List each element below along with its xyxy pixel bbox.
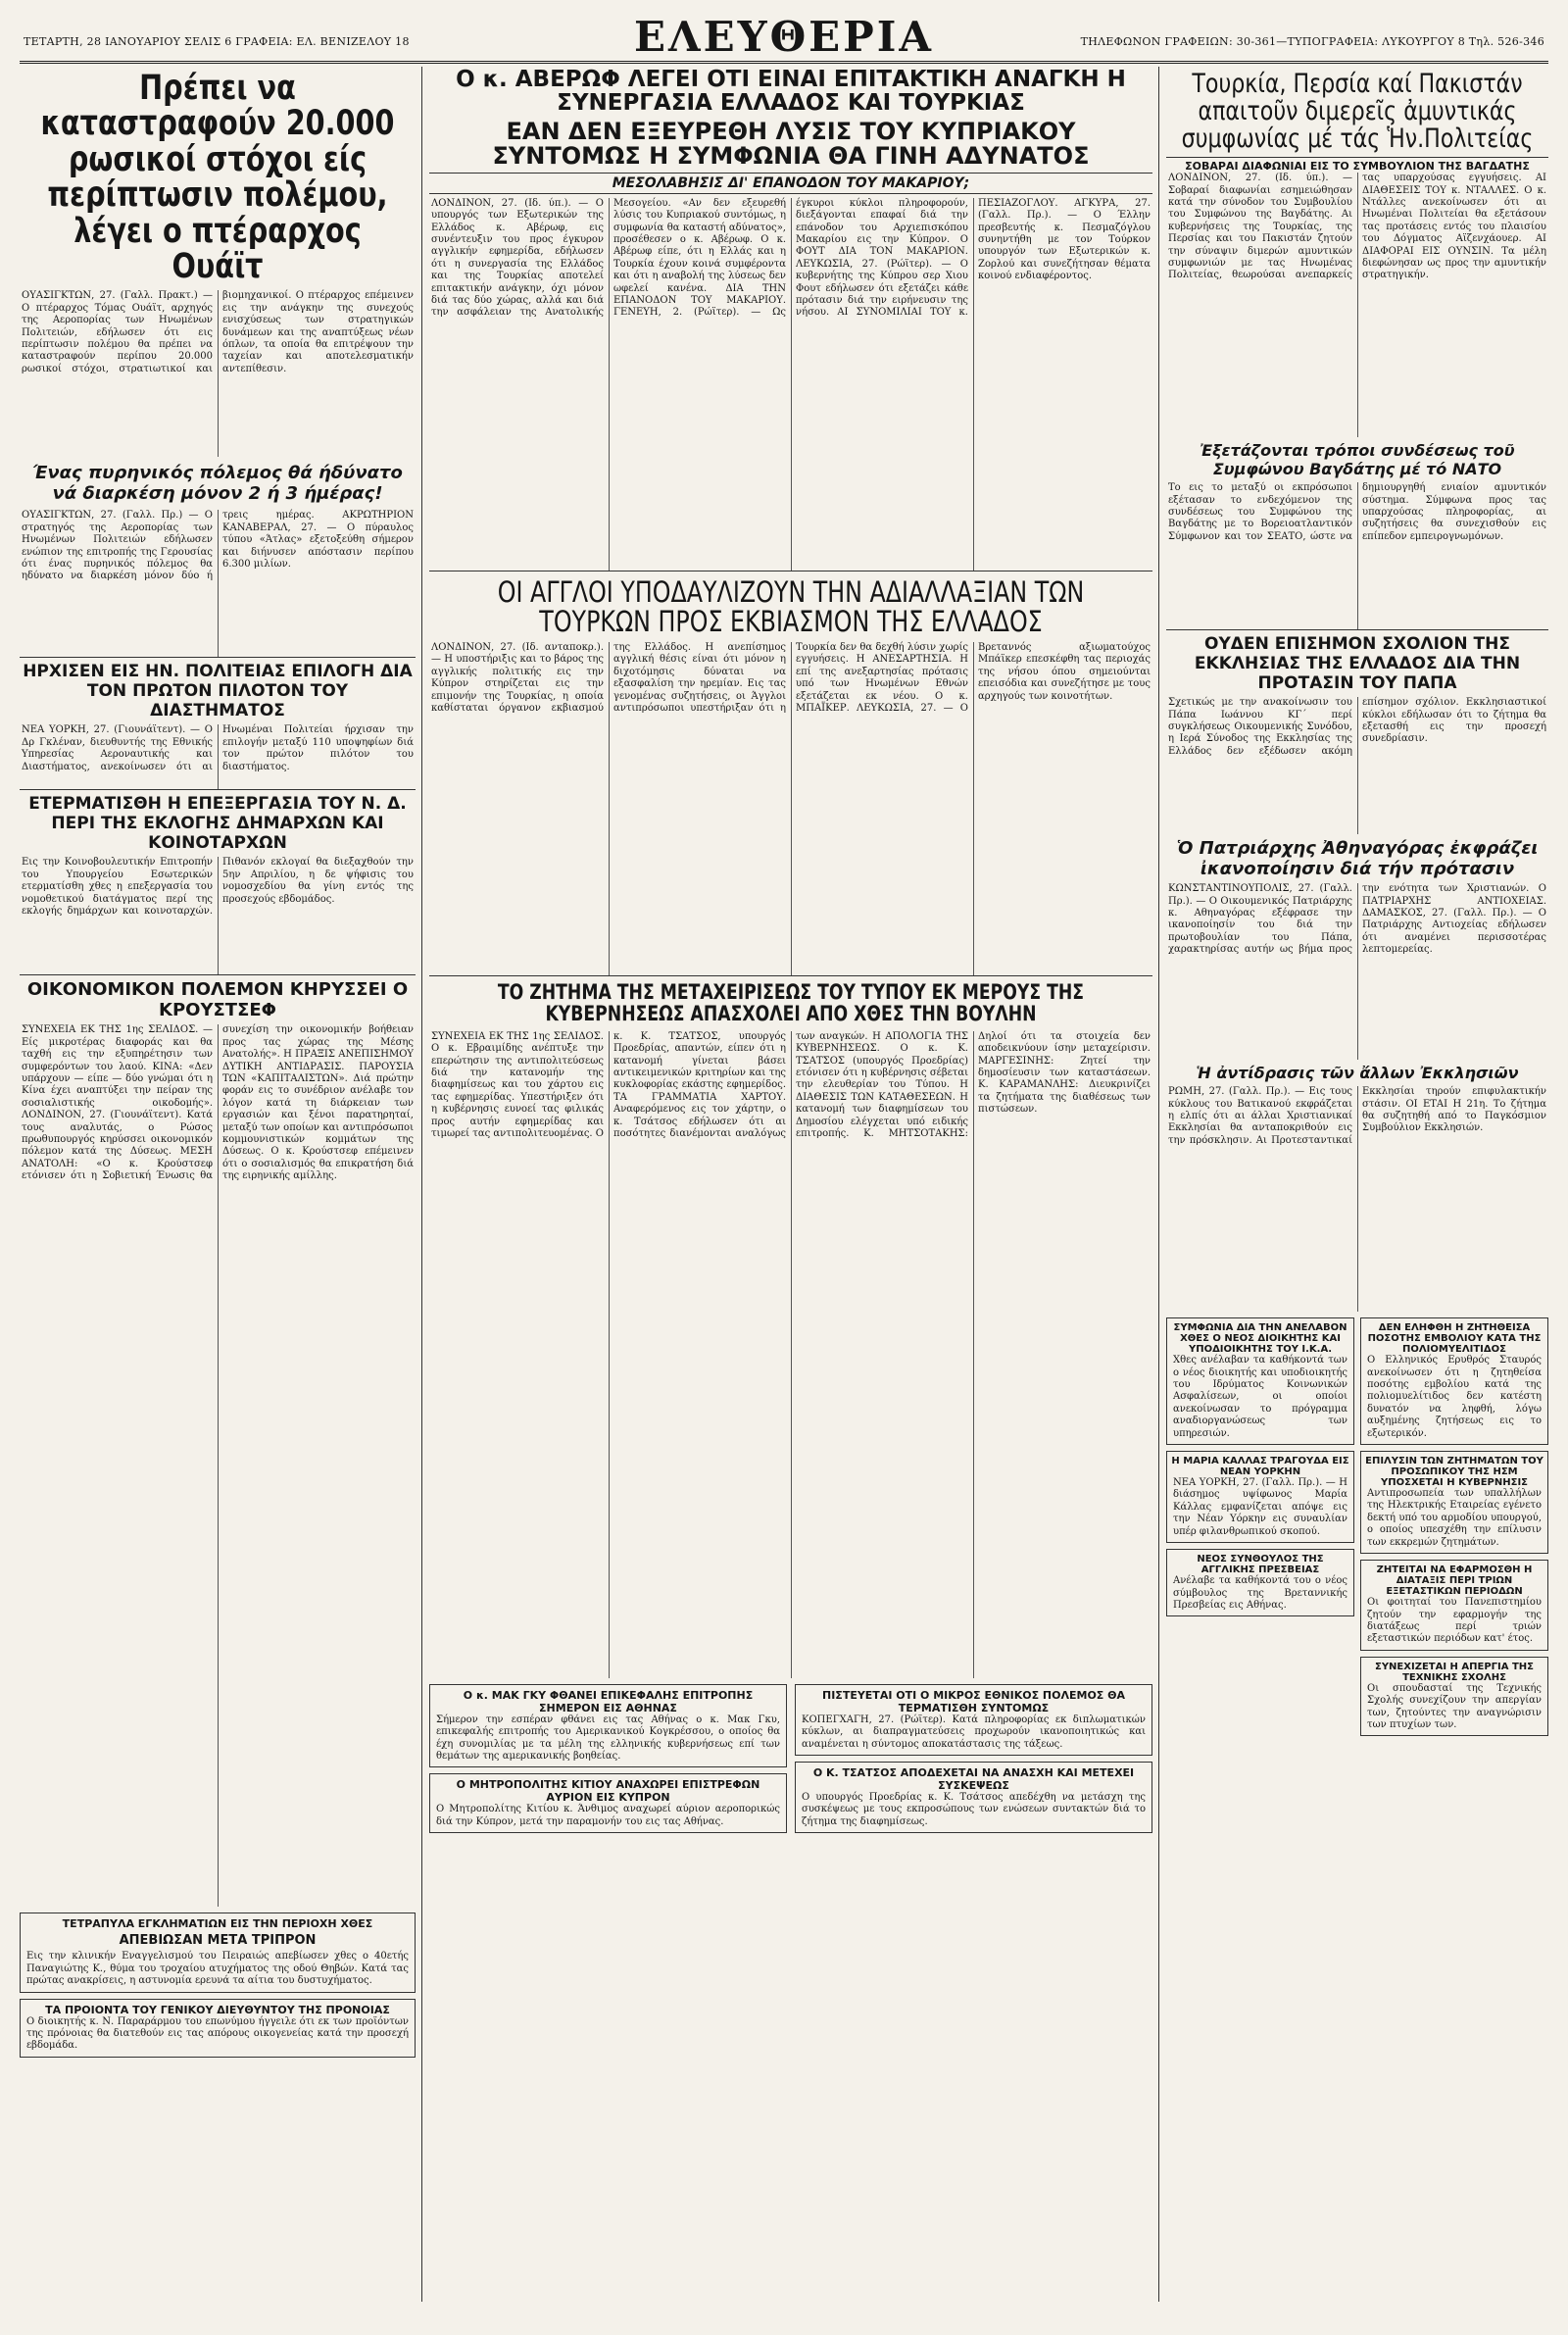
left-article-4: Εις την Κοινοβουλευτικήν Επιτροπήν του Υπουργείου Εσωτερικών ετερματίσθη χθες η επεξεργασία του νομοθετικού διατάγματος περί της εκλογής δημάρχων και κοινοταρχών. Πιθανόν εκλογαί θα διεξαχθούν την 5ην Απριλίου, η δε ψήφισις του νομοσχεδίου θα γίνη εντός της προσεχούς εβδομάδος. xyxy=(22,857,414,917)
newspaper-page xyxy=(20,14,1548,2308)
center-banner-2: ΕΑΝ ΔΕΝ ΕΞΕΥΡΕΘΗ ΛΥΣΙΣ ΤΟΥ ΚΥΠΡΙΑΚΟΥ ΣΥΝΤΟΜΩΣ Η ΣΥΜΦΩΝΙΑ ΘΑ ΓΙΝΗ ΑΔΥΝΑΤΟΣ xyxy=(492,117,1090,170)
right-article-2: Το εις το μεταξύ οι εκπρόσωποι εξέτασαν το ενδεχόμενον της συνδέσεως του Συμφώνου της Βαγδάτης με το Βορειοατλαντικόν Σύμφωνον και τον ΣΕΑΤΟ, ώστε να δημιουργηθή ενιαίον αμυντικόν σύστημα. Σύμφωνα προς τας υπαρχούσας πληροφορίας, αι συζητήσεις θα συνεχισθούν εις επίπεδον εμπειρογνωμόνων. xyxy=(1168,482,1546,542)
left-box-1-subtitle: ΑΠΕΒΙΩΣΑΝ ΜΕΤΑ ΤΡΙΠΡΟΝ xyxy=(119,1933,317,1949)
center-box-2 xyxy=(795,1684,1152,1756)
center-box-4-title: Ο ΜΗΤΡΟΠΟΛΙΤΗΣ ΚΙΤΙΟΥ ΑΝΑΧΩΡΕΙ ΕΠΙΣΤΡΕΦΩΝ ΑΥΡΙΟΝ ΕΙΣ ΚΥΠΡΟΝ xyxy=(456,1778,760,1805)
right-subhead-4: Ὁ Πατριάρχης Ἀθηναγόρας ἐκφράζει ἰκανοποίησιν διά τήν πρότασιν xyxy=(1176,838,1539,880)
left-article-5: ΣΥΝΕΧΕΙΑ ΕΚ ΤΗΣ 1ης ΣΕΛΙΔΟΣ. — Είς μικροτέρας διαφοράς και θα ταχθή εις την εξυπηρέτησιν των συμφερόντων του λαού. ΚΙΝΑ: «Δεν υπάρχουν — είπε — δύο γνώμαι ότι η Κίνα έχει αναπτύξει την πείραν της σοσιαλιστικής οικοδομής». ΛΟΝΔΙΝΟΝ, 27. (Γιουνάϊτεντ). Κατά τους αναλυτάς, ο Ρώσος πρωθυπουργός κηρύσσει οικονομικόν πόλεμον κατά της Δύσεως. ΜΕΣΗ ΑΝΑΤΟΛΗ: «Ο κ. Κρούστσεφ ετόνισεν ότι η Σοβιετική Ένωσις θα συνεχίση την οικονομικήν βοήθειαν προς τας χώρας της Μέσης Ανατολής». Η ΠΡΑΞΙΣ ΑΝΕΠΙΣΗΜΟΥ ΔΥΤΙΚΗ ΑΝΤΙΔΡΑΣΙΣ. ΠΑΡΟΥΣΙΑ ΤΩΝ «ΚΑΠΙΤΑΛΙΣΤΩΝ». Διά πρώτην φοράν εις το συνέδριον ανέλαβε τον λόγον κατά τη διάρκειαν των εργασιών και ξένοι παρατηρηταί, μεταξύ των οποίων και αντιπρόσωποι κομμουνιστικών κομμάτων της Δύσεως. Ο κ. Κρούστσεφ επέμεινεν ότι ο σοσιαλισμός θα επικρατήση διά της ειρηνικής αμίλλης. xyxy=(22,1024,414,1182)
right-box-1 xyxy=(1166,1317,1354,1445)
right-box-3-body: Αντιπροσωπεία των υπαλλήλων της Ηλεκτρικής Εταιρείας εγένετο δεκτή υπό του αρμοδίου υπουργού, ο οποίος υπεσχέθη την επίλυσιν των εκκρεμών ζητημάτων. xyxy=(1367,1488,1542,1548)
right-box-2-title: ΔΕΝ ΕΛΗΦΘΗ Η ΖΗΤΗΘΕΙΣΑ ΠΟΣΟΤΗΣ ΕΜΒΟΛΙΟΥ ΚΑΤΑ ΤΗΣ ΠΟΛΙΟΜΥΕΛΙΤΙΔΟΣ xyxy=(1367,1322,1542,1356)
right-box-6 xyxy=(1166,1549,1354,1616)
center-box-3 xyxy=(795,1762,1152,1833)
center-box-1-body: Σήμερον την εσπέραν φθάνει εις τας Αθήνας ο κ. Μακ Γκυ, επικεφαλής επιτροπής του Αμερικανικού Κογκρέσσου, ο οποίος θα έχη συνομιλίας με τα μέλη της ελληνικής κυβερνήσεως επί των θεμάτων της αμερικανικής βοηθείας. xyxy=(436,1714,780,1762)
center-box-2-title: ΠΙΣΤΕΥΕΤΑΙ ΟΤΙ Ο ΜΙΚΡΟΣ ΕΘΝΙΚΟΣ ΠΟΛΕΜΟΣ ΘΑ ΤΕΡΜΑΤΙΣΘΗ ΣΥΝΤΟΜΩΣ xyxy=(822,1688,1125,1714)
right-box-5-title: Η ΜΑΡΙΑ ΚΑΛΛΑΣ ΤΡΑΓΟΥΔΑ ΕΙΣ ΝΕΑΝ ΥΟΡΚΗΝ xyxy=(1171,1456,1349,1478)
center-box-2-body: ΚΟΠΕΓΧΑΓΗ, 27. (Ρώϊτερ). Κατά πληροφορίας εκ διπλωματικών κύκλων, αι διαπραγματεύσεις προχωρούν ικανοποιητικώς και αναμένεται η σύντομος αποκατάστασις της τάξεως. xyxy=(802,1714,1146,1750)
left-subhead-1: Ένας πυρηνικός πόλεμος θά ήδύνατο νά διαρκέση μόνον 2 ή 3 ήμέρας! xyxy=(32,463,403,505)
center-banner-5: ΤΟ ΖΗΤΗΜΑ ΤΗΣ ΜΕΤΑΧΕΙΡΙΣΕΩΣ ΤΟΥ ΤΥΠΟΥ ΕΚ ΜΕΡΟΥΣ ΤΗΣ ΚΥΒΕΡΝΗΣΕΩΣ ΑΠΑΣΧΟΛΕΙ ΑΠΟ ΧΘΕΣ ΤΗΝ ΒΟΥΛΗΝ xyxy=(497,980,1085,1025)
left-box-2 xyxy=(20,1999,416,2058)
center-box-1 xyxy=(429,1684,787,1768)
left-column xyxy=(20,69,416,2304)
right-box-2 xyxy=(1360,1317,1548,1445)
newspaper-title: ΕΛΕΥΘΕΡΙΑ xyxy=(633,13,934,61)
right-box-6-title: ΝΕΟΣ ΣΥΝΘΟΥΛΟΣ ΤΗΣ ΑΓΓΛΙΚΗΣ ΠΡΕΣΒΕΙΑΣ xyxy=(1197,1554,1324,1576)
center-banner-3: ΜΕΣΟΛΑΒΗΣΙΣ ΔΙ' ΕΠΑΝΟΔΟΝ ΤΟΥ ΜΑΚΑΡΙΟΥ; xyxy=(429,173,1152,194)
right-box-4-body: Οι φοιτηταί του Πανεπιστημίου ζητούν την εφαρμογήν της διατάξεως περί τριών εξεταστικών περιόδων κατ' έτος. xyxy=(1367,1597,1542,1645)
right-column xyxy=(1166,69,1548,2304)
center-article-2: ΛΟΝΔΙΝΟΝ, 27. (Ιδ. ανταποκρ.). — Η υποστήριξις και το βάρος της αγγλικής πολιτικής εις την Κύπρον στηρίζεται εις την επιμονήν της Τουρκίας, η οποία καθίσταται όργανον εκβιασμού της Ελλάδος. Η ανεπίσημος αγγλική θέσις είναι ότι μόνον η διχοτόμησις δύναται να εξασφαλίση την ηρεμίαν. Εις τας γενομένας συζητήσεις, οι Άγγλοι αντιπρόσωποι υπεστήριξαν ότι η Τουρκία δεν θα δεχθή λύσιν χωρίς εγγυήσεις. Η ΑΝΕΣΑΡΤΗΣΙΑ. Η επί της ανεξαρτησίας πρότασις υπό των Ηνωμένων Εθνών εξετάζεται εκ νέου. Ο κ. ΜΠΑΪΚΕΡ. ΛΕΥΚΩΣΙΑ, 27. — Ο Βρεταννός αξιωματούχος Μπάϊκερ επεσκέφθη τας περιοχάς της νήσου όπου σημειούνται επεισόδια και συνεζήτησε με τους αρχηγούς των κοινοτήτων. xyxy=(431,642,1151,715)
center-box-4 xyxy=(429,1773,787,1833)
right-article-3: Σχετικώς με την ανακοίνωσιν του Πάπα Ιωάννου ΚΓ΄ περί συγκλήσεως Οικουμενικής Συνόδου, η Ιερά Σύνοδος της Εκκλησίας της Ελλάδος δεν εξέδωσεν ακόμη επίσημον σχόλιον. Εκκλησιαστικοί κύκλοι εδήλωσαν ότι το ζήτημα θα εξετασθή εις την προσεχή συνεδρίασιν. xyxy=(1168,697,1546,757)
right-boxes xyxy=(1166,1317,1548,1736)
right-article-1: ΛΟΝΔΙΝΟΝ, 27. (Ιδ. ύπ.). — Σοβαραί διαφωνίαι εσημειώθησαν κατά την σύνοδον του Συμβουλίου του Συμφώνου της Βαγδάτης. Αι κυβερνήσεις της Τουρκίας, της Περσίας και του Πακιστάν ζητούν την σύναψιν διμερών αμυντικών συμφωνιών με τας Ηνωμένας Πολιτείας, θεωρούσαι ανεπαρκείς τας υπαρχούσας εγγυήσεις. ΑΙ ΔΙΑΘΕΣΕΙΣ ΤΟΥ κ. ΝΤΑΛΛΕΣ. Ο κ. Ντάλλες ανεκοίνωσεν ότι αι Ηνωμέναι Πολιτείαι θα εξετάσουν τας προτάσεις εντός του πλαισίου του Δόγματος Αϊζενχάουερ. ΑΙ ΔΙΑΦΟΡΑΙ ΕΙΣ ΟΥΝΣΙΝ. Τα μέλη διεφώνησαν ως προς την αμυντικήν στρατηγικήν. xyxy=(1168,173,1546,281)
right-box-3-title: ΕΠΙΛΥΣΙΝ ΤΩΝ ΖΗΤΗΜΑΤΩΝ ΤΟΥ ΠΡΟΣΩΠΙΚΟΥ ΤΗΣ ΗΣΜ ΥΠΟΣΧΕΤΑΙ Η ΚΥΒΕΡΝΗΣΙΣ xyxy=(1365,1456,1544,1489)
masthead-phones: ΤΗΛΕΦΩΝΟΝ ΓΡΑΦΕΙΩΝ: 30-361—ΤΥΠΟΓΡΑΦΕΙΑ: ΛΥΚΟΥΡΓΟΥ 8 Τηλ. 526-346 xyxy=(1080,35,1544,48)
masthead-date-info: ΤΕΤΑΡΤΗ, 28 ΙΑΝΟΥΑΡΙΟΥ ΣΕΛΙΣ 6 ΓΡΑΦΕΙΑ: ΕΛ. ΒΕΝΙΖΕΛΟΥ 18 xyxy=(24,35,410,48)
column-rule-left xyxy=(421,67,422,2302)
right-article-5: ΡΩΜΗ, 27. (Γαλλ. Πρ.). — Εις τους κύκλους του Βατικανού εκφράζεται η ελπίς ότι αι άλλαι Χριστιανικαί Εκκλησίαι θα ανταποκριθούν εις την πρόσκλησιν. Αι Προτεσταντικαί Εκκλησίαι τηρούν επιφυλακτικήν στάσιν. ΟΙ ΕΤΑΙ Η 21η. Το ζήτημα θα συζητηθή από το Παγκόσμιον Συμβούλιον Εκκλησιών. xyxy=(1168,1086,1546,1146)
right-headline: Τουρκία, Περσία καί Πακιστάν απαιτοῦν διμερεῖς ἀμυντικάς συμφωνίας μέ τάς Ἡν.Πολιτείας xyxy=(1181,69,1534,155)
center-box-3-title: Ο Κ. ΤΣΑΤΣΟΣ ΑΠΟΔΕΧΕΤΑΙ ΝΑ ΑΝΑΣΧΗ ΚΑΙ ΜΕΤΕΧΕΙ ΣΥΣΚΕΨΕΩΣ xyxy=(812,1765,1135,1792)
right-subhead-3: ΟΥΔΕΝ ΕΠΙΣΗΜΟΝ ΣΧΟΛΙΟΝ ΤΗΣ ΕΚΚΛΗΣΙΑΣ ΤΗΣ ΕΛΛΑΔΟΣ ΔΙΑ ΤΗΝ ΠΡΟΤΑΣΙΝ ΤΟΥ ΠΑΠΑ xyxy=(1194,634,1521,694)
left-box-1-title: ΤΕΤΡΑΠΥΛΑ ΕΓΚΛΗΜΑΤΙΩΝ ΕΙΣ ΤΗΝ ΠΕΡΙΟΧΗ ΧΘΕΣ xyxy=(62,1917,373,1931)
left-article-2: ΟΥΑΣΙΓΚΤΩΝ, 27. (Γαλλ. Πρ.) — Ο στρατηγός της Αεροπορίας των Ηνωμένων Πολιτειών εδήλωσεν ενώπιον της επιτροπής της Γερουσίας ότι ένας πυρηνικός πόλεμος θα ηδύνατο να διαρκέση μόνον δύο ή τρεις ημέρας. ΑΚΡΩΤΗΡΙΟΝ ΚΑΝΑΒΕΡΑΛ, 27. — Ο πύραυλος τύπου «Άτλας» εξετοξεύθη σήμερον και διήνυσεν απόστασιν περίπου 6.300 μιλίων. xyxy=(22,510,414,582)
center-article-3: ΣΥΝΕΧΕΙΑ ΕΚ ΤΗΣ 1ης ΣΕΛΙΔΟΣ. Ο κ. Εβραιμίδης ανέπτυξε την επερώτησιν της αντιπολιτεύσεως διά την κατανομήν της διαφημίσεως και του χάρτου εις τας εφημερίδας. Υπεστήριξεν ότι η κυβέρνησις ευνοεί τας φιλικάς προς αυτήν εφημερίδας και τιμωρεί τας αντιπολιτευομένας. Ο κ. Κ. ΤΣΑΤΣΟΣ, υπουργός Προεδρίας, απαντών, είπεν ότι η κατανομή γίνεται βάσει αντικειμενικών κριτηρίων και της κυκλοφορίας εκάστης εφημερίδος. ΤΑ ΓΡΑΜΜΑΤΙΑ ΧΑΡΤΟΥ. Αναφερόμενος εις τον χάρτην, ο κ. Τσάτσος εδήλωσεν ότι αι ποσότητες διανέμονται αναλόγως των αναγκών. Η ΑΠΟΛΟΓΙΑ ΤΗΣ ΚΥΒΕΡΝΗΣΕΩΣ. Ο κ. Κ. ΤΣΑΤΣΟΣ (υπουργός Προεδρίας) ετόνισεν ότι η κυβέρνησις σέβεται την ελευθερίαν του Τύπου. Η ΔΙΑΘΕΣΙΣ ΤΩΝ ΚΑΤΑΘΕΣΕΩΝ. Η κατανομή των διαφημίσεων του Δημοσίου ελέγχεται υπό ειδικής επιτροπής. Κ. ΜΗΤΣΟΤΑΚΗΣ: Δηλοί ότι τα στοιχεία δεν αποδεικνύουν ίσην μεταχείρισιν. ΜΑΡΓΕΣΙΝΗΣ: Ζητεί την δημοσίευσιν των καταστάσεων. Κ. ΚΑΡΑΜΑΝΛΗΣ: Διευκρινίζει τα ζητήματα της διαθέσεως των πιστώσεων. xyxy=(431,1030,1151,1139)
right-box-3 xyxy=(1360,1451,1548,1554)
right-box-5 xyxy=(1166,1451,1354,1543)
right-box-4-title: ΖΗΤΕΙΤΑΙ ΝΑ ΕΦΑΡΜΟΣΘΗ Η ΔΙΑΤΑΞΙΣ ΠΕΡΙ ΤΡΙΩΝ ΕΞΕΤΑΣΤΙΚΩΝ ΠΕΡΙΟΔΩΝ xyxy=(1376,1565,1533,1598)
right-box-7 xyxy=(1360,1657,1548,1737)
left-article-3: ΝΕΑ ΥΟΡΚΗ, 27. (Γιουνάϊτεντ). — Ο Δρ Γκλέναν, διευθυντής της Εθνικής Υπηρεσίας Αεροναυτικής και Διαστήματος, ανεκοίνωσεν ότι αι Ηνωμέναι Πολιτείαι ήρχισαν την επιλογήν μεταξύ 110 υποψηφίων διά τον πρώτον πιλότον του διαστήματος. xyxy=(22,724,414,772)
center-banner-4: ΟΙ ΑΓΓΛΟΙ ΥΠΟΔΑΥΛΙΖΟΥΝ ΤΗΝ ΑΔΙΑΛΛΑΞΙΑΝ ΤΩΝ ΤΟΥΡΚΩΝ ΠΡΟΣ ΕΚΒΙΑΣΜΟΝ ΤΗΣ ΕΛΛΑΔΟΣ xyxy=(497,574,1085,638)
right-box-1-title: ΣΥΜΦΩΝΙΑ ΔΙΑ ΤΗΝ ΑΝΕΛΑΒΟΝ ΧΘΕΣ Ο ΝΕΟΣ ΔΙΟΙΚΗΤΗΣ ΚΑΙ ΥΠΟΔΙΟΙΚΗΤΗΣ ΤΟΥ Ι.Κ.Α. xyxy=(1173,1322,1348,1356)
left-box-2-title: ΤΑ ΠΡΟΙΟΝΤΑ ΤΟΥ ΓΕΝΙΚΟΥ ΔΙΕΥΘΥΝΤΟΥ ΤΗΣ ΠΡΟΝΟΙΑΣ xyxy=(45,2003,390,2016)
right-subhead-5: Ἡ ἀντίδρασις τῶν ἄλλων Ἐκκλησιῶν xyxy=(1196,1064,1519,1083)
center-article-1: ΛΟΝΔΙΝΟΝ, 27. (Ιδ. ύπ.). — Ο υπουργός των Εξωτερικών της Ελλάδος κ. Αβέρωφ, εις συνέντευξιν του προς έγκυρον αγγλικήν εφημερίδα, εδήλωσεν ότι η συνεργασία της Ελλάδος και της Τουρκίας αποτελεί επιτακτικήν ανάγκην, όχι μόνον διά τας δύο χώρας, αλλά και διά την ασφάλειαν της Ανατολικής Μεσογείου. «Αν δεν εξευρεθή λύσις του Κυπριακού συντόμως, η συμφωνία θα καταστή αδύνατος», προσέθεσεν ο κ. Αβέρωφ. Ο κ. Αβέρωφ είπε, ότι η Ελλάς και η Τουρκία έχουν κοινά συμφέροντα και ότι η αναβολή της λύσεως δεν ωφελεί κανένα. ΔΙΑ ΤΗΝ ΕΠΑΝΟΔΟΝ ΤΟΥ ΜΑΚΑΡΙΟΥ. ΓΕΝΕΥΗ, 2. (Ρώϊτερ). — Ως έγκυροι κύκλοι πληροφορούν, διεξάγονται επαφαί διά την επάνοδον του Αρχιεπισκόπου Μακαρίου εις την Κύπρον. Ο ΦΟΥΤ ΔΙΑ ΤΟΝ ΜΑΚΑΡΙΟΝ. ΛΕΥΚΩΣΙΑ, 27. (Ρώϊτερ). — Ο κυβερνήτης της Κύπρου σερ Χιου Φουτ εδήλωσεν ότι εξετάζει κάθε πρότασιν διά την ειρήνευσιν της νήσου. ΑΙ ΣΥΝΟΜΙΛΙΑΙ ΤΟΥ κ. ΠΕΣΙΑΖΟΓΛΟΥ. ΑΓΚΥΡΑ, 27. (Γαλλ. Πρ.). — Ο Έλλην πρεσβευτής κ. Πεσμαζόγλου συνηντήθη με τον Τούρκον υπουργόν των Εξωτερικών κ. Ζορλού και συνεζήτησαν θέματα κοινού ενδιαφέροντος. xyxy=(431,197,1151,319)
right-subhead-2: Ἐξετάζονται τρόποι συνδέσεως τοῦ Συμφώνου Βαγδάτης μέ τό ΝΑΤΟ xyxy=(1200,441,1515,479)
left-box-1-body: Εις την κλινικήν Εναγγελισμού του Πειραιώς απεβίωσεν χθες ο 40ετής Παναγιώτης Κ., θύμα του τροχαίου ατυχήματος της οδού Θηβών. Κατά τας πρώτας ανακρίσεις, η αστυνομία ερευνά τα αίτια του δυστυχήματος. xyxy=(26,1951,409,1987)
right-box-6-body: Ανέλαβε τα καθήκοντά του ο νέος σύμβουλος της Βρεταννικής Πρεσβείας εις Αθήνας. xyxy=(1173,1575,1348,1611)
center-box-4-body: Ο Μητροπολίτης Κιτίου κ. Άνθιμος αναχωρεί αύριον αεροπορικώς διά την Κύπρον, μετά την παραμονήν του εις τας Αθήνας. xyxy=(436,1804,780,1827)
center-column xyxy=(429,69,1152,2304)
center-box-3-body: Ο υπουργός Προεδρίας κ. Κ. Τσάτσος απεδέχθη να μετάσχη της συσκέψεως με τους εκπροσώπους των ενώσεων συντακτών διά το ζήτημα της διαφημίσεως. xyxy=(802,1791,1146,1827)
right-subhead-1: ΣΟΒΑΡΑΙ ΔΙΑΦΩΝΙΑΙ ΕΙΣ ΤΟ ΣΥΜΒΟΥΛΙΟΝ ΤΗΣ ΒΑΓΔΑΤΗΣ xyxy=(1166,157,1548,173)
right-box-1-body: Χθες ανέλαβαν τα καθήκοντά των ο νέος διοικητής και υποδιοικητής του Ιδρύματος Κοινωνικών Ασφαλίσεων, οι οποίοι ανεκοίνωσαν το πρόγραμμα αναδιοργανώσεως των υπηρεσιών. xyxy=(1173,1355,1348,1439)
center-banner-1: Ο κ. ΑΒΕΡΩΦ ΛΕΓΕΙ ΟΤΙ ΕΙΝΑΙ ΕΠΙΤΑΚΤΙΚΗ ΑΝΑΓΚΗ Η ΣΥΝΕΡΓΑΣΙΑ ΕΛΛΑΔΟΣ ΚΑΙ ΤΟΥΡΚΙΑΣ xyxy=(456,69,1126,116)
masthead xyxy=(20,14,1548,64)
left-subhead-4: ΟΙΚΟΝΟΜΙΚΟΝ ΠΟΛΕΜΟΝ ΚΗΡΥΣΣΕΙ Ο ΚΡΟΥΣΤΣΕΦ xyxy=(26,979,409,1021)
left-subhead-2: ΗΡΧΙΣΕΝ ΕΙΣ ΗΝ. ΠΟΛΙΤΕΙΑΣ ΕΠΙΛΟΓΗ ΔΙΑ ΤΟΝ ΠΡΩΤΟΝ ΠΙΛΟΤΟΝ ΤΟΥ ΔΙΑΣΤΗΜΑΤΟΣ xyxy=(23,662,413,721)
left-subhead-3: ΕΤΕΡΜΑΤΙΣΘΗ Η ΕΠΕΞΕΡΓΑΣΙΑ ΤΟΥ Ν. Δ. ΠΕΡΙ ΤΗΣ ΕΚΛΟΓΗΣ ΔΗΜΑΡΧΩΝ ΚΑΙ ΚΟΙΝΟΤΑΡΧΩΝ xyxy=(28,794,407,854)
column-rule-right xyxy=(1158,67,1159,2302)
left-headline: Πρέπει να καταστραφούν 20.000 ρωσικοί στόχοι είς περίπτωσιν πολέμου, λέγει ο πτέραρχος Ουάϊτ xyxy=(40,69,395,286)
left-article-1: ΟΥΑΣΙΓΚΤΩΝ, 27. (Γαλλ. Πρακτ.) — Ο πτέραρχος Τόμας Ουάϊτ, αρχηγός της Αεροπορίας των Ηνωμένων Πολιτειών, εδήλωσεν ότι εις περίπτωσιν πολέμου θα πρέπει να καταστραφούν περίπου 20.000 ρωσικοί στόχοι, στρατιωτικοί και βιομηχανικοί. Ο πτέραρχος επέμεινεν εις την ανάγκην της συνεχούς ενισχύσεως των στρατηγικών δυνάμεων και της αναπτύξεως νέων όπλων, τα οποία θα επιτρέψουν την ταχείαν και αποτελεσματικήν αντεπίθεσιν. xyxy=(22,290,414,374)
left-box-1 xyxy=(20,1913,416,1992)
center-box-1-title: Ο κ. ΜΑΚ ΓΚΥ ΦΘΑΝΕΙ ΕΠΙΚΕΦΑΛΗΣ ΕΠΙΤΡΟΠΗΣ ΣΗΜΕΡΟΝ ΕΙΣ ΑΘΗΝΑΣ xyxy=(463,1688,754,1714)
center-boxes xyxy=(429,1684,1152,1833)
left-box-2-body: Ο διοικητής κ. Ν. Παραράρμου του επωνύμου ήγγειλε ότι εκ των προϊόντων της πρόνοιας θα διατεθούν εις τας απόρους οικογενείας κατά την προσεχή εβδομάδα. xyxy=(26,2015,409,2052)
right-box-7-title: ΣΥΝΕΧΙΖΕΤΑΙ Η ΑΠΕΡΓΙΑ ΤΗΣ ΤΕΧΝΙΚΗΣ ΣΧΟΛΗΣ xyxy=(1374,1661,1534,1683)
right-box-2-body: Ο Ελληνικός Ερυθρός Σταυρός ανεκοίνωσεν ότι η ζητηθείσα ποσότης εμβολίου κατά της πολιομυελίτιδος δεν κατέστη δυνατόν να ληφθή, λόγω αυξημένης ζητήσεως εις το εξωτερικόν. xyxy=(1367,1355,1542,1439)
right-box-4 xyxy=(1360,1560,1548,1651)
right-box-7-body: Οι σπουδασταί της Τεχνικής Σχολής συνεχίζουν την απεργίαν των, ζητούντες την αναγνώρισιν των πτυχίων των. xyxy=(1367,1682,1542,1730)
right-box-5-body: ΝΕΑ ΥΟΡΚΗ, 27. (Γαλλ. Πρ.). — Η διάσημος υψίφωνος Μαρία Κάλλας εμφανίζεται απόψε εις την Νέαν Υόρκην εις συναυλίαν υπέρ φιλανθρωπικού σκοπού. xyxy=(1173,1477,1348,1537)
right-article-4: ΚΩΝΣΤΑΝΤΙΝΟΥΠΟΛΙΣ, 27. (Γαλλ. Πρ.). — Ο Οικουμενικός Πατριάρχης κ. Αθηναγόρας εξέφρασε την ικανοποίησίν του διά την πρωτοβουλίαν του Πάπα, χαρακτηρίσας αυτήν ως βήμα προς την ενότητα των Χριστιανών. Ο ΠΑΤΡΙΑΡΧΗΣ ΑΝΤΙΟΧΕΙΑΣ. ΔΑΜΑΣΚΟΣ, 27. (Γαλλ. Πρ.). — Ο Πατριάρχης Αντιοχείας εδήλωσεν ότι αναμένει περισσοτέρας λεπτομερείας. xyxy=(1168,883,1546,956)
